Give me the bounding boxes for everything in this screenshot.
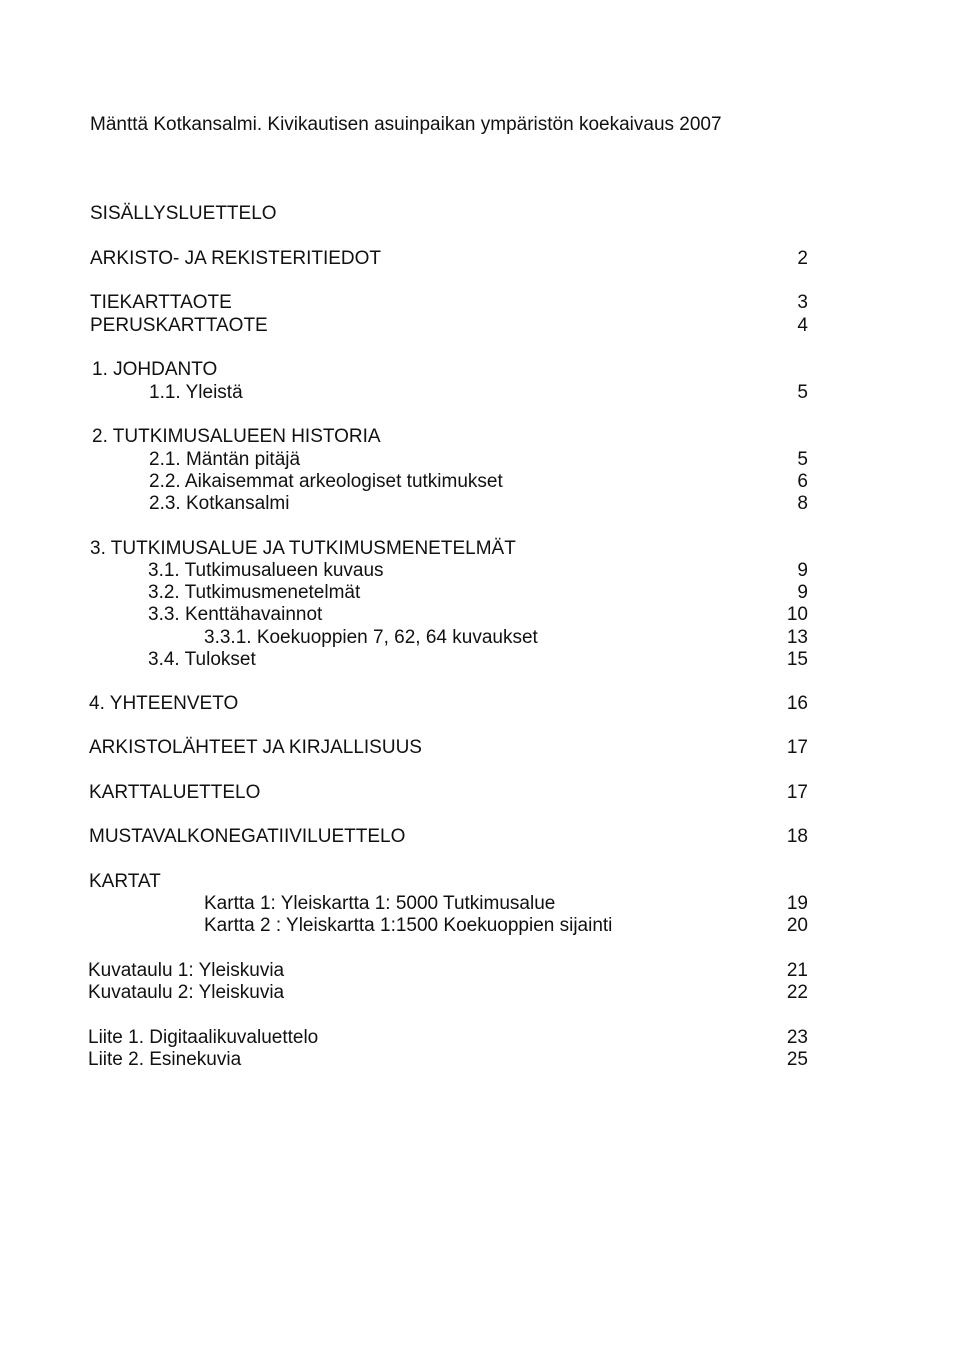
toc-entry (0, 538, 960, 560)
toc-entry-page: 22 (786, 982, 808, 1003)
toc-entry-label: Liite 2. Esinekuvia (88, 1049, 242, 1070)
toc-entry-page: 25 (786, 1049, 808, 1070)
toc-entry-page: 4 (797, 315, 808, 336)
toc-entry (0, 982, 960, 1004)
toc-entry (0, 960, 960, 982)
toc-entry-page: 2 (797, 248, 808, 269)
toc-entry (0, 604, 960, 626)
toc-entry-label: KARTTALUETTELO (89, 782, 261, 803)
toc-entry-label: 3. TUTKIMUSALUE JA TUTKIMUSMENETELMÄT (90, 538, 516, 559)
toc-entry (0, 915, 960, 937)
document-header: Mänttä Kotkansalmi. Kivikautisen asuinpaikan ympäristön koekaivaus 2007 (90, 114, 722, 135)
toc-entry (0, 449, 960, 471)
toc-entry-page: 17 (786, 782, 808, 803)
toc-entry-page: 17 (786, 737, 808, 758)
toc-entry (0, 893, 960, 915)
toc-entry-page: 3 (797, 292, 808, 313)
toc-entry-label: MUSTAVALKONEGATIIVILUETTELO (89, 826, 406, 847)
toc-entry (0, 782, 960, 804)
toc-entry (0, 471, 960, 493)
toc-entry-page: 19 (786, 893, 808, 914)
toc-entry-page: 5 (797, 382, 808, 403)
toc-entry (0, 426, 960, 448)
toc-entry (0, 248, 960, 270)
toc-entry-label: 2.1. Mäntän pitäjä (149, 449, 301, 470)
toc-entry (0, 315, 960, 337)
toc-entry (0, 649, 960, 671)
toc-entry-page: 5 (797, 449, 808, 470)
toc-entry-label: Kartta 1: Yleiskartta 1: 5000 Tutkimusalue (204, 893, 556, 914)
toc-entry-page: 23 (786, 1027, 808, 1048)
toc-entry (0, 627, 960, 649)
toc-entry (0, 693, 960, 715)
toc-entry-page: 15 (786, 649, 808, 670)
toc-entry-label: Kuvataulu 2: Yleiskuvia (88, 982, 285, 1003)
toc-entry-page: 10 (786, 604, 808, 625)
toc-entry (0, 871, 960, 893)
toc-entry-label: PERUSKARTTAOTE (90, 315, 268, 336)
toc-entry (0, 382, 960, 404)
toc-entry-page: 9 (797, 560, 808, 581)
toc-entry-label: ARKISTO- JA REKISTERITIEDOT (90, 248, 382, 269)
toc-entry-label: Kartta 2 : Yleiskartta 1:1500 Koekuoppien sijainti (204, 915, 613, 936)
toc-entry-label: 3.3.1. Koekuoppien 7, 62, 64 kuvaukset (204, 627, 538, 648)
toc-entry-label: 1.1. Yleistä (149, 382, 243, 403)
toc-entry-label: Kuvataulu 1: Yleiskuvia (88, 960, 285, 981)
toc-entry-page: 21 (786, 960, 808, 981)
toc-entry (0, 582, 960, 604)
toc-entry-page: 6 (797, 471, 808, 492)
toc-entry-page: 8 (797, 493, 808, 514)
toc-entry-label: TIEKARTTAOTE (90, 292, 232, 313)
toc-entry-label: 4. YHTEENVETO (89, 693, 239, 714)
toc-entry-label: 3.1. Tutkimusalueen kuvaus (148, 560, 384, 581)
toc-entry (0, 1027, 960, 1049)
toc-entry (0, 1049, 960, 1071)
toc-entry (0, 560, 960, 582)
toc-entry-page: 16 (786, 693, 808, 714)
toc-entry (0, 493, 960, 515)
toc-entry-label: 1. JOHDANTO (92, 359, 218, 380)
toc-entry-page: 20 (786, 915, 808, 936)
toc-entry (0, 737, 960, 759)
toc-entry-label: KARTAT (89, 871, 161, 892)
toc-entry-label: 2. TUTKIMUSALUEEN HISTORIA (92, 426, 381, 447)
toc-entry-label: 2.2. Aikaisemmat arkeologiset tutkimukset (149, 471, 503, 492)
toc-entry-label: ARKISTOLÄHTEET JA KIRJALLISUUS (89, 737, 422, 758)
toc-entry-page: 18 (786, 826, 808, 847)
toc-entry (0, 359, 960, 381)
toc-entry-label: 2.3. Kotkansalmi (149, 493, 290, 514)
toc-entry-page: 9 (797, 582, 808, 603)
toc-entry-label: Liite 1. Digitaalikuvaluettelo (88, 1027, 319, 1048)
toc-entry-label: 3.2. Tutkimusmenetelmät (148, 582, 361, 603)
toc-entry-label: 3.3. Kenttähavainnot (148, 604, 323, 625)
toc-entry-page: 13 (786, 627, 808, 648)
toc-entry (0, 826, 960, 848)
toc-entry (0, 292, 960, 314)
toc-title: SISÄLLYSLUETTELO (90, 203, 277, 224)
toc-entry-label: 3.4. Tulokset (148, 649, 256, 670)
